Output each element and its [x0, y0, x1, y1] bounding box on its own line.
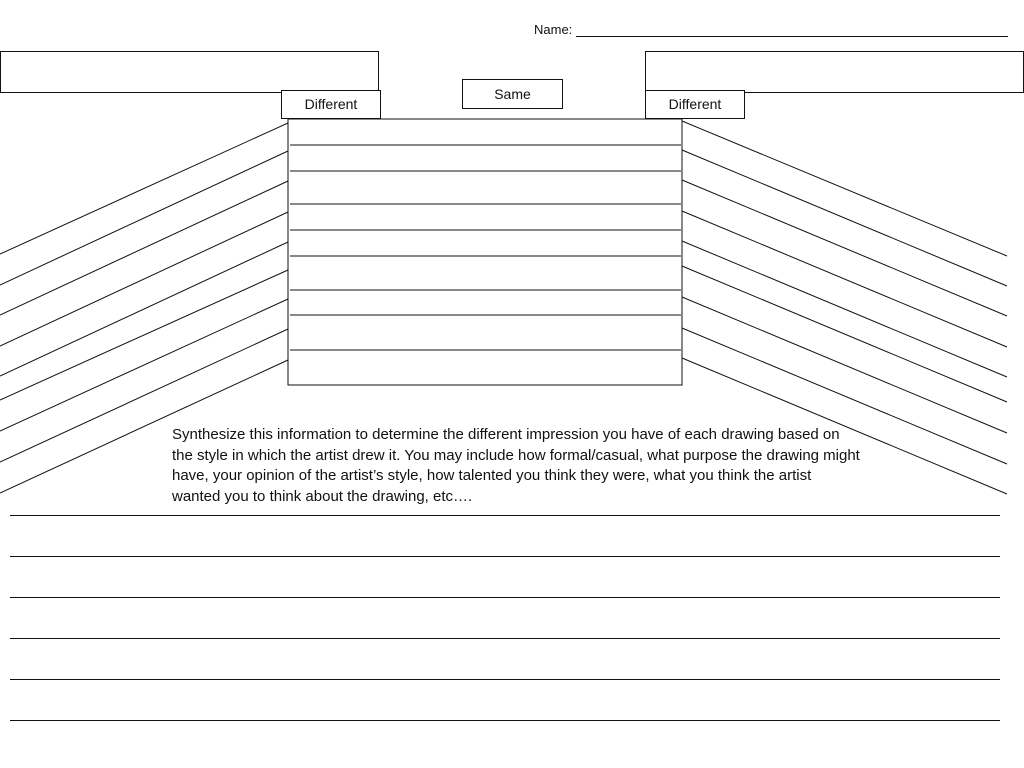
response-line[interactable] — [10, 679, 1000, 680]
right-different-line — [682, 297, 1007, 433]
name-label: Name: — [534, 22, 573, 37]
same-answer-box[interactable] — [288, 119, 682, 385]
left-different-label: Different — [304, 96, 358, 112]
same-label: Same — [494, 86, 531, 102]
right-different-line — [682, 266, 1007, 402]
right-different-line — [682, 180, 1007, 316]
left-different-line — [0, 299, 288, 431]
right-different-line — [682, 121, 1007, 256]
response-line[interactable] — [10, 638, 1000, 639]
same-answer-lines[interactable] — [290, 145, 681, 350]
response-line[interactable] — [10, 556, 1000, 557]
response-line[interactable] — [10, 515, 1000, 516]
right-different-line — [682, 241, 1007, 377]
right-different-label: Different — [668, 96, 722, 112]
left-different-line — [0, 212, 288, 346]
left-different-line — [0, 123, 288, 254]
response-line[interactable] — [10, 720, 1000, 721]
left-different-line — [0, 151, 288, 285]
right-different-line — [682, 150, 1007, 286]
response-line[interactable] — [10, 597, 1000, 598]
right-different-line — [682, 211, 1007, 347]
left-different-line — [0, 242, 288, 376]
left-different-line — [0, 181, 288, 315]
synthesis-instructions: Synthesize this information to determine the different impression you have of each drawing based on the style in which the artist drew it. You may include how formal/casual, what purpose the drawing might have, your opinion of the artist’s style, how talented you think they were, what you think the artist wanted you to think about the drawing, etc…. — [172, 426, 860, 505]
